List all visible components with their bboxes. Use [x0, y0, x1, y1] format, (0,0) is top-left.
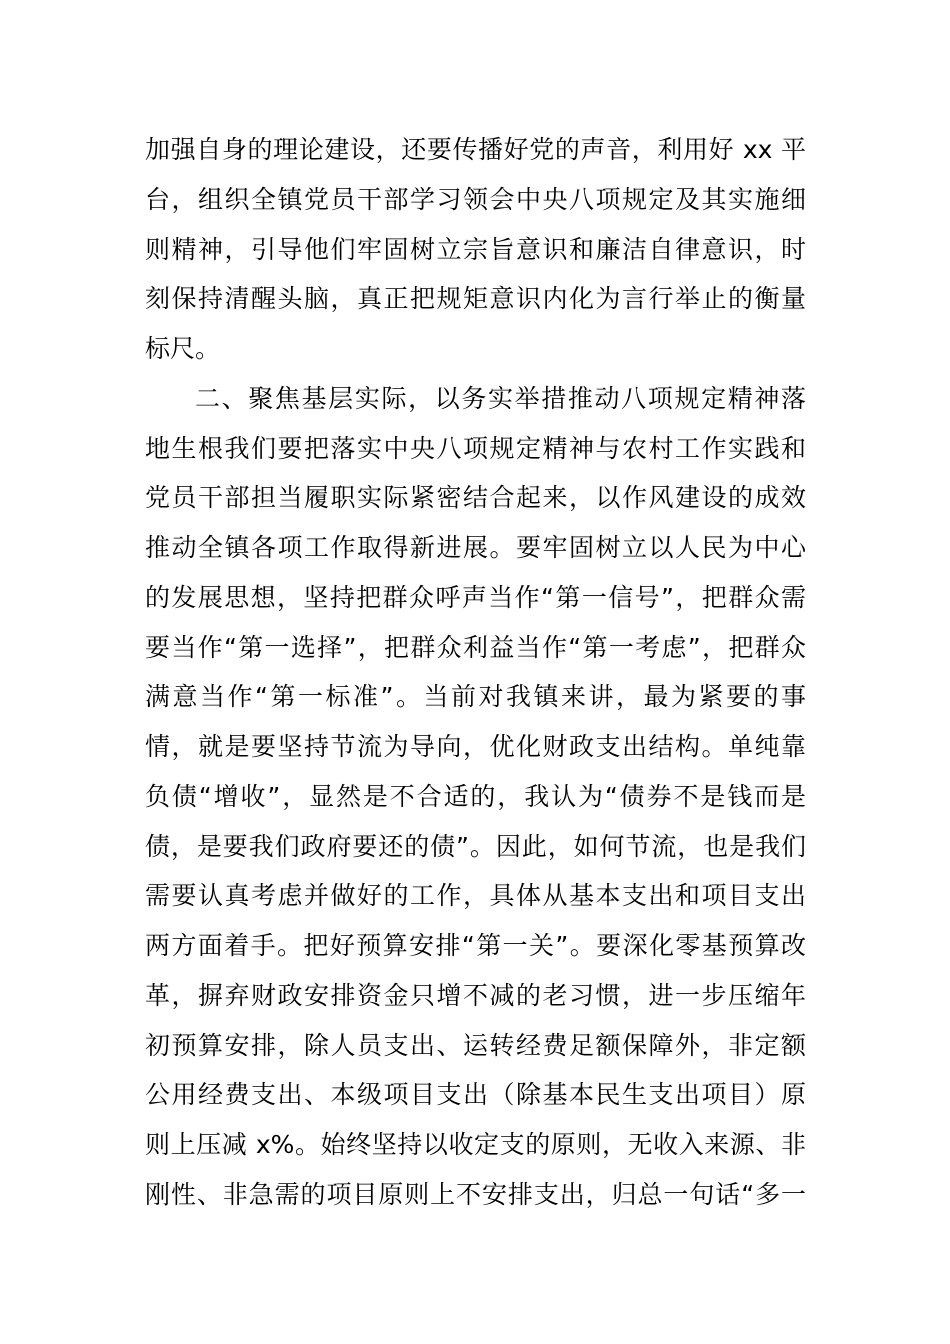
- document-page: [145, 125, 806, 1220]
- text-line: 推动全镇各项工作取得新进展。要牢固树立以人民为中心: [145, 533, 806, 562]
- text-line: 台，组织全镇党员干部学习领会中央八项规定及其实施细: [145, 184, 806, 214]
- text-line: 初预算安排，除人员支出、运转经费足额保障外，非定额: [145, 1030, 806, 1060]
- text-line: 需要认真考虑并做好的工作，具体从基本支出和项目支出: [145, 881, 806, 911]
- text-line: 两方面着手。把好预算安排“第一关”。要深化零基预算改: [145, 931, 806, 960]
- text-line: 党员干部担当履职实际紧密结合起来，以作风建设的成效: [145, 483, 806, 513]
- text-line: 地生根我们要把落实中央八项规定精神与农村工作实践和: [145, 433, 806, 463]
- text-line: 加强自身的理论建设，还要传播好党的声音，利用好 xx 平: [145, 135, 806, 164]
- text-line: 刚性、非急需的项目原则上不安排支出，归总一句话“多一: [145, 1179, 806, 1209]
- text-line: 标尺。: [145, 334, 221, 363]
- paragraph-1: [145, 125, 806, 374]
- text-line: 革，摒弃财政安排资金只增不减的老习惯，进一步压缩年: [145, 980, 806, 1010]
- text-line: 的发展思想，坚持把群众呼声当作“第一信号”，把群众需: [145, 582, 806, 612]
- section-heading-line: 二、聚焦基层实际，以务实举措推动八项规定精神落: [195, 383, 806, 413]
- text-line: 负债“增收”，显然是不合适的，我认为“债券不是钱而是: [145, 781, 806, 811]
- text-line: 情，就是要坚持节流为导向，优化财政支出结构。单纯靠: [145, 732, 806, 761]
- text-line: 债，是要我们政府要还的债”。因此，如何节流，也是我们: [145, 831, 806, 861]
- text-line: 要当作“第一选择”，把群众利益当作“第一考虑”，把群众: [145, 632, 806, 662]
- text-line: 满意当作“第一标准”。当前对我镇来讲，最为紧要的事: [145, 682, 806, 712]
- paragraph-2: [145, 374, 806, 1220]
- text-line: 则上压减 x%。始终坚持以收定支的原则，无收入来源、非: [145, 1130, 806, 1159]
- text-line: 则精神，引导他们牢固树立宗旨意识和廉洁自律意识，时: [145, 234, 806, 264]
- text-line: 公用经费支出、本级项目支出（除基本民生支出项目）原: [145, 1080, 806, 1110]
- text-line: 刻保持清醒头脑，真正把规矩意识内化为言行举止的衡量: [145, 284, 806, 314]
